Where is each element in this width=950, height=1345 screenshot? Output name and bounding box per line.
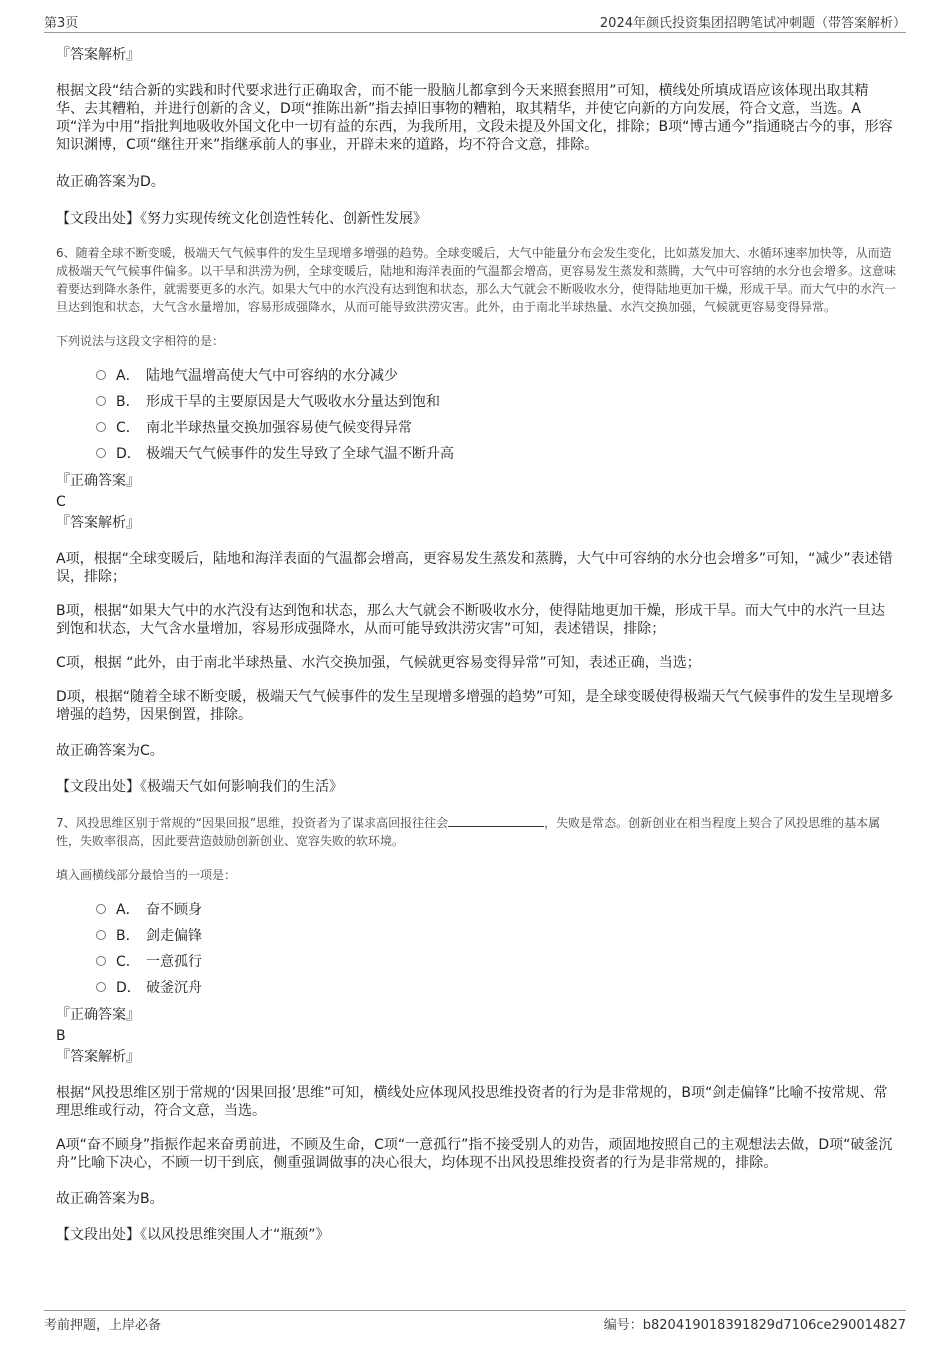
document-title: 2024年颜氏投资集团招聘笔试冲刺题（带答案解析） xyxy=(599,16,906,31)
q6-options xyxy=(56,362,896,466)
q7-answer: B xyxy=(56,1028,66,1044)
q7-conclusion: 故正确答案为B。 xyxy=(56,1191,164,1207)
q6-conclusion: 故正确答案为C。 xyxy=(56,743,164,759)
fill-blank xyxy=(448,814,544,827)
q7-analysis-label: 『答案解析』 xyxy=(56,1049,140,1065)
q6-analysis-b: B项，根据“如果大气中的水汽没有达到饱和状态，那么大气就会不断吸收水分，使得陆地更加干燥，形成干旱。而大气中的水汽一旦达到饱和状态，大气含水量增加，容易形成强降水，从而可能导致洪涝灾害”可知，表述错误，排除； xyxy=(56,603,885,637)
q6-answer-label: 『正确答案』 xyxy=(56,473,140,489)
header-divider xyxy=(44,32,906,33)
q6-prompt: 下列说法与这段文字相符的是： xyxy=(56,334,225,348)
q7-option-d[interactable]: D． 破釜沉舟 xyxy=(96,974,896,1000)
q7-source: 【文段出处】《以风投思维突围人才“瓶颈”》 xyxy=(56,1227,330,1243)
q5-analysis-text: 根据文段“结合新的实践和时代要求进行正确取舍，而不能一股脑儿都拿到今天来照套照用”可知，横线处所填成语应该体现出取其精华、去其糟粕，并进行创新的含义，D项“推陈出新”指去掉旧事物的糟粕，取其精华，并使它向新的方向发展，符合文意，当选。A项“洋为中用”指批判地吸收外国文化中一切有益的东西，为我所用，文段未提及外国文化，排除；B项“博古通今”指通晓古今的事，形容知识渊博，C项“继往开来”指继承前人的事业，开辟未来的道路，均不符合文意，排除。 xyxy=(56,83,893,153)
q6-option-c[interactable]: C． 南北半球热量交换加强容易使气候变得异常 xyxy=(96,414,896,440)
q5-conclusion: 故正确答案为D。 xyxy=(56,174,165,190)
q6-analysis-d: D项，根据“随着全球不断变暖，极端天气气候事件的发生呈现增多增强的趋势”可知，是全球变暖使得极端天气气候事件的发生呈现增多增强的趋势，因果倒置，排除。 xyxy=(56,689,894,723)
q6-answer: C xyxy=(56,494,66,510)
radio-icon[interactable] xyxy=(96,904,106,914)
q7-option-a[interactable]: A． 奋不顾身 xyxy=(96,896,896,922)
footer-divider xyxy=(44,1310,906,1311)
q6-option-d[interactable]: D． 极端天气气候事件的发生导致了全球气温不断升高 xyxy=(96,440,896,466)
q7-answer-label: 『正确答案』 xyxy=(56,1007,140,1023)
radio-icon[interactable] xyxy=(96,448,106,458)
q6-stem: 6、随着全球不断变暖，极端天气气候事件的发生呈现增多增强的趋势。全球变暖后，大气中能量分布会发生变化，比如蒸发加大、水循环速率加快等，从而造成极端天气气候事件偏多。以干旱和洪涝为例，全球变暖后，陆地和海洋表面的气温都会增高，更容易发生蒸发和蒸腾，大气中可容纳的水分也会增多。这意味着要达到降水条件，就需要更多的水汽。如果大气中的水汽没有达到饱和状态，那么大气就会不断吸收水分，使得陆地更加干燥，形成干旱。而大气中的水汽一旦达到饱和状态，大气含水量增加，容易形成强降水，从而可能导致洪涝灾害。此外，由于南北半球热量、水汽交换加强，气候就更容易变得异常。 xyxy=(56,246,897,314)
q7-option-c[interactable]: C． 一意孤行 xyxy=(96,948,896,974)
q6-option-b[interactable]: B． 形成干旱的主要原因是大气吸收水分量达到饱和 xyxy=(96,388,896,414)
q6-analysis-c: C项，根据 “此外，由于南北半球热量、水汽交换加强，气候就更容易变得异常”可知，表述正确，当选； xyxy=(56,655,701,671)
footer-slogan: 考前押题，上岸必备 xyxy=(44,1318,162,1333)
q6-source: 【文段出处】《极端天气如何影响我们的生活》 xyxy=(56,779,343,795)
radio-icon[interactable] xyxy=(96,370,106,380)
radio-icon[interactable] xyxy=(96,396,106,406)
page-content xyxy=(56,44,896,1244)
q5-analysis-label: 『答案解析』 xyxy=(56,47,140,63)
q7-stem: 7、风投思维区别于常规的“因果回报”思维，投资者为了谋求高回报往往会 ，失败是常态。创新创业在相当程度上契合了风投思维的基本属性，失败率很高，因此要营造鼓励创新创业、宽容失败的软环境。 xyxy=(56,816,881,848)
serial-label: 编号： xyxy=(603,1318,643,1333)
q7-prompt: 填入画横线部分最恰当的一项是： xyxy=(56,868,237,882)
radio-icon[interactable] xyxy=(96,982,106,992)
page-number: 第3页 xyxy=(44,16,79,31)
q7-option-b[interactable]: B． 剑走偏锋 xyxy=(96,922,896,948)
serial-number: b820419018391829d7106ce290014827 xyxy=(642,1318,906,1333)
q6-analysis-a: A项，根据“全球变暖后，陆地和海洋表面的气温都会增高，更容易发生蒸发和蒸腾，大气中可容纳的水分也会增多”可知，“减少”表述错误，排除； xyxy=(56,551,893,585)
q7-analysis-2: A项“奋不顾身”指振作起来奋勇前进，不顾及生命，C项“一意孤行”指不接受别人的劝告，顽固地按照自己的主观想法去做，D项“破釜沉舟”比喻下决心，不顾一切干到底，侧重强调做事的决心很大，均体现不出风投思维投资者的行为是非常规的，排除。 xyxy=(56,1137,893,1171)
q5-source: 【文段出处】《努力实现传统文化创造性转化、创新性发展》 xyxy=(56,211,427,227)
radio-icon[interactable] xyxy=(96,422,106,432)
q7-analysis-1: 根据“风投思维区别于常规的‘因果回报’思维”可知，横线处应体现风投思维投资者的行为是非常规的，B项“剑走偏锋”比喻不按常规、常理思维或行动，符合文意，当选。 xyxy=(56,1085,888,1119)
q6-analysis-label: 『答案解析』 xyxy=(56,515,140,531)
q6-option-a[interactable]: A． 陆地气温增高使大气中可容纳的水分减少 xyxy=(96,362,896,388)
radio-icon[interactable] xyxy=(96,930,106,940)
q7-options xyxy=(56,896,896,1000)
radio-icon[interactable] xyxy=(96,956,106,966)
footer-serial xyxy=(604,1314,906,1333)
